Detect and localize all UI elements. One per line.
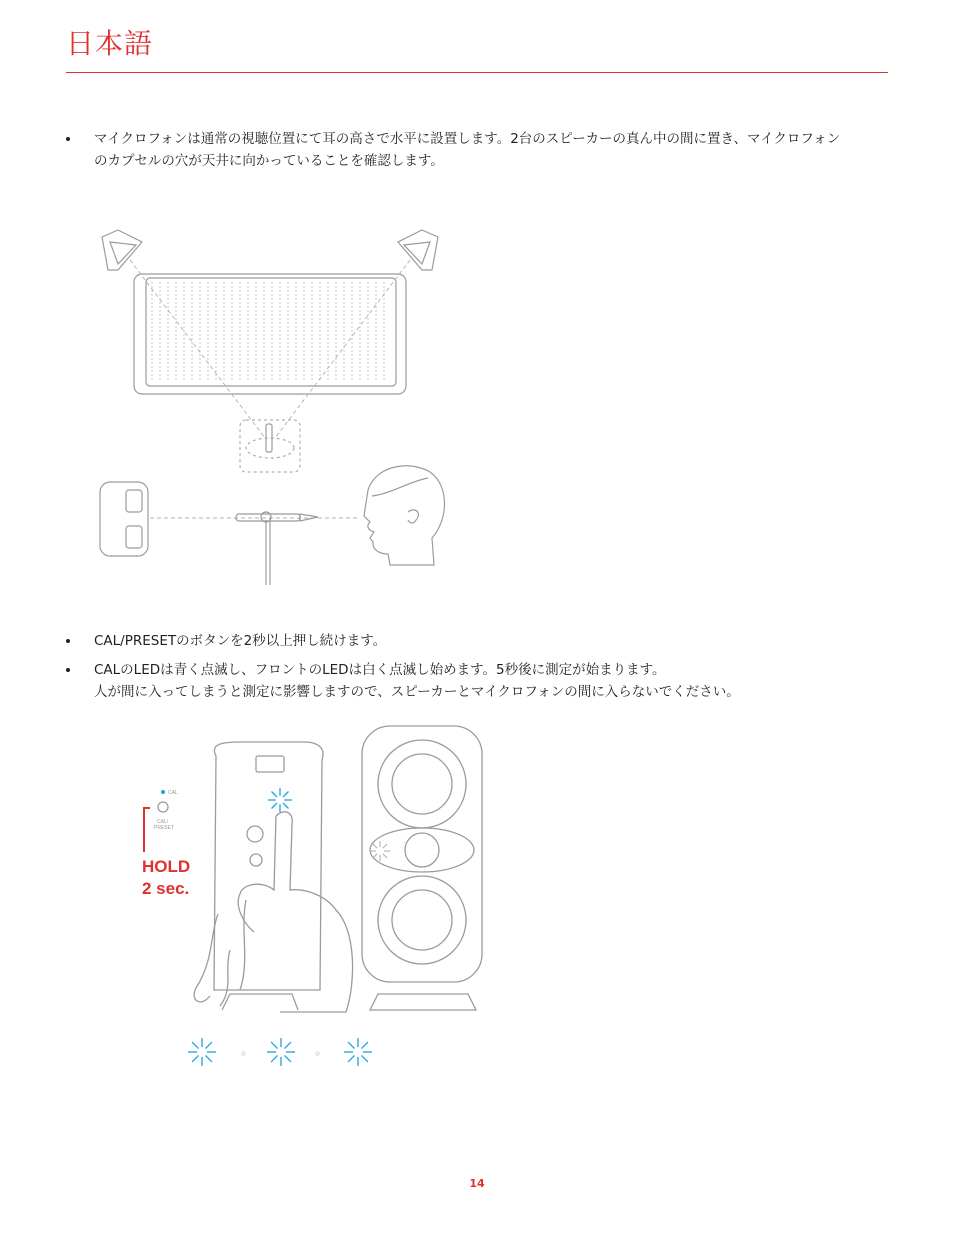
- listener-head-icon: [364, 466, 445, 565]
- blink-icon: [188, 1038, 216, 1066]
- page-title: 日本語: [66, 27, 154, 60]
- list-item-line: マイクロフォンは通常の視聴位置にて耳の高さで水平に設置します。2台のスピーカーの真ん中の間に置き、マイクロフォン: [94, 131, 841, 147]
- cal-led-icon: [161, 790, 165, 794]
- countdown-dot: ◦: [240, 1047, 248, 1061]
- mixing-console-icon: [134, 274, 406, 394]
- list-item: [66, 659, 740, 703]
- list-item-line: CAL/PRESETのボタンを2秒以上押し続けます。: [94, 633, 387, 649]
- microphone-icon: [236, 424, 318, 585]
- bullet-icon: [66, 137, 70, 141]
- speaker-left-icon: [102, 230, 142, 270]
- speaker-right-icon: [398, 230, 438, 270]
- bullet-icon: [66, 668, 70, 672]
- header-divider: [66, 72, 888, 73]
- list-item-line: 人が間に入ってしまうと測定に影響しますので、スピーカーとマイクロフォンの間に入らないでください。: [94, 684, 740, 700]
- list-item-line: のカプセルの穴が天井に向かっていることを確認します。: [94, 153, 444, 169]
- list-item: [66, 630, 740, 652]
- front-led-blink-icon: [370, 841, 390, 861]
- blink-icon: [267, 1038, 295, 1066]
- hold-illustration: [130, 720, 490, 1080]
- cal-preset-label: PRESET: [154, 825, 175, 831]
- blink-icon: [344, 1038, 372, 1066]
- bullet-icon: [66, 639, 70, 643]
- hold-label: 2 sec.: [142, 879, 190, 898]
- list-item-line: CALのLEDは青く点滅し、フロントのLEDは白く点滅し始めます。5秒後に測定が始まります。: [94, 662, 666, 678]
- instruction-list-2: [66, 630, 740, 710]
- cal-preset-label: CAL/: [157, 819, 169, 825]
- list-item: [66, 128, 840, 172]
- page-number: 14: [469, 1177, 485, 1190]
- speaker-rear-icon: [214, 742, 323, 990]
- cal-led-blink-icon: [268, 788, 292, 812]
- hold-label: HOLD: [142, 857, 191, 876]
- hand-icon: [194, 812, 352, 1012]
- setup-illustration: [90, 220, 460, 590]
- countdown-dot: ◦: [314, 1047, 322, 1061]
- instruction-list-1: [66, 128, 840, 179]
- cal-label: CAL: [168, 790, 178, 796]
